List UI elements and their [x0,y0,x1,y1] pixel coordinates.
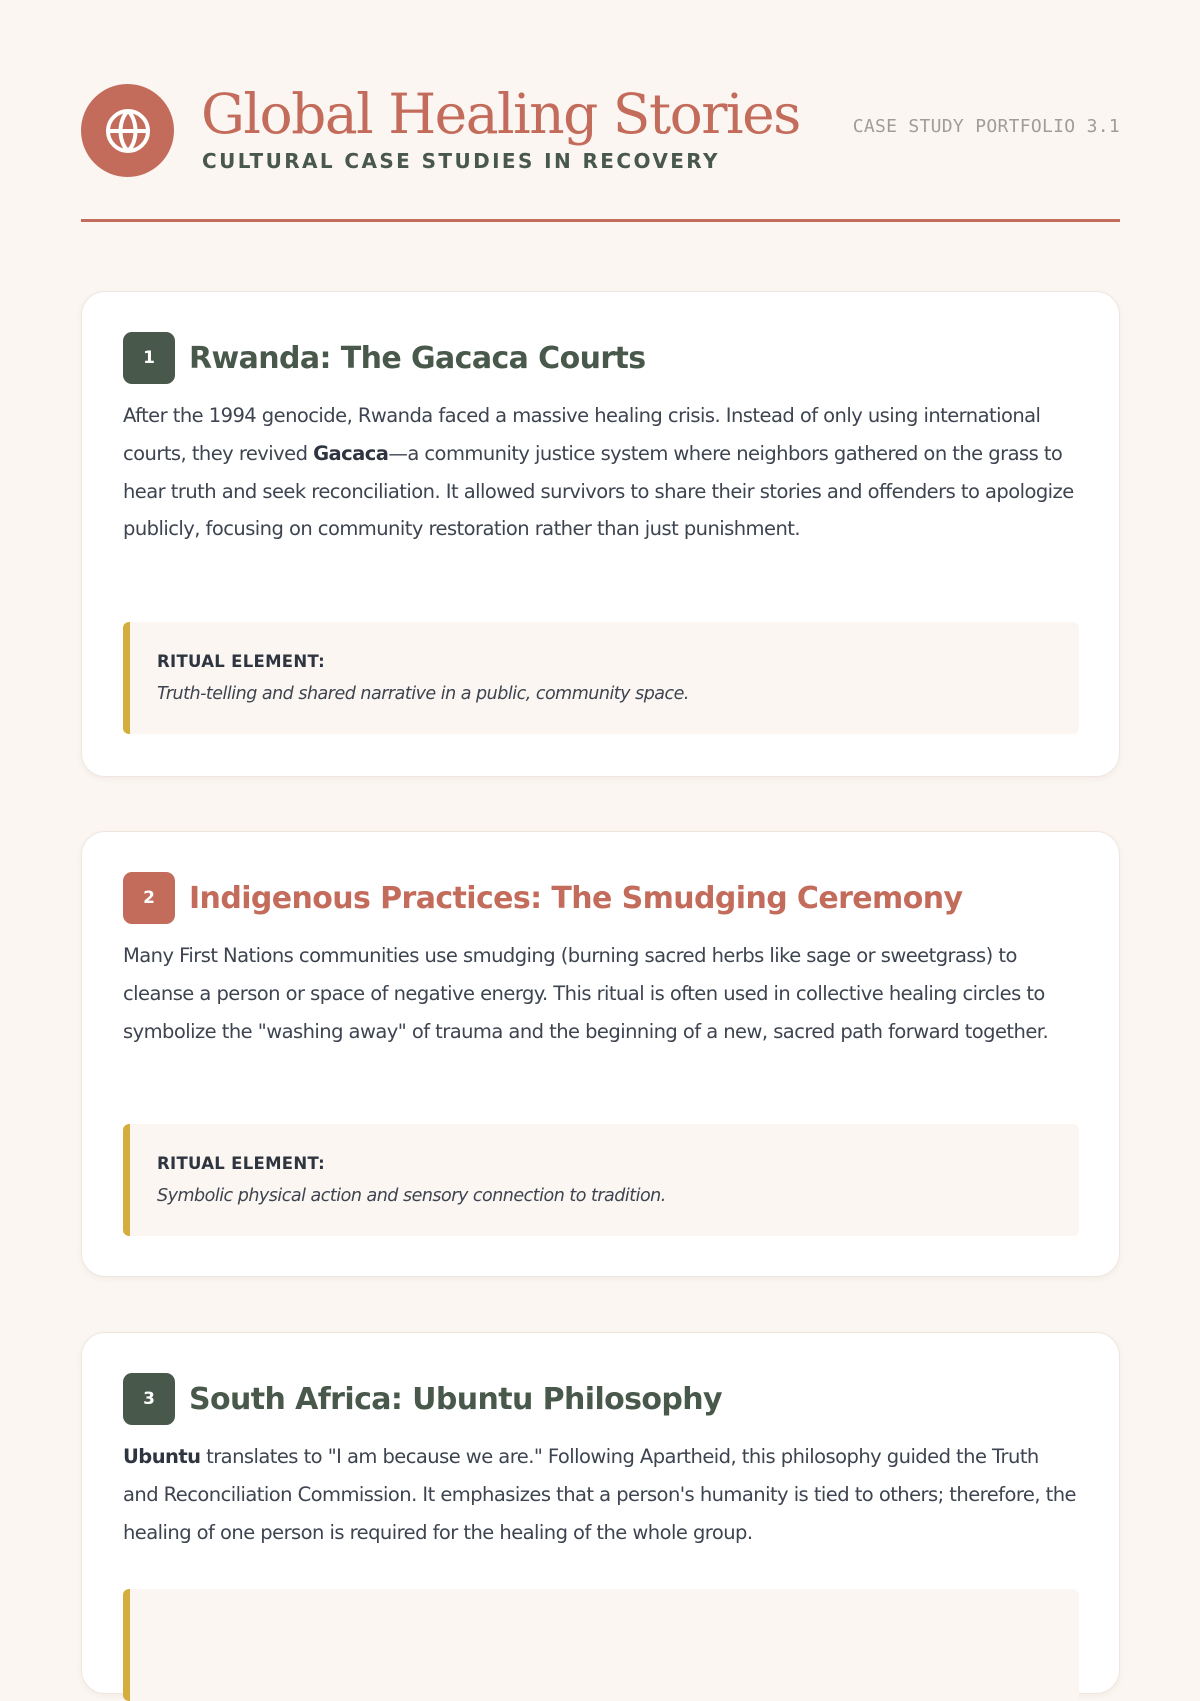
header [81,84,1120,222]
case-body-text: After the 1994 genocide, Rwanda faced a massive healing crisis. Instead of only using international courts, they revived [123,404,1041,465]
case-title: Indigenous Practices: The Smudging Ceremony [189,880,963,916]
case-title: South Africa: Ubuntu Philosophy [189,1381,723,1417]
case-body-keyword: Ubuntu [123,1445,201,1468]
ritual-element-box [123,1589,1079,1701]
case-header [123,872,962,924]
ritual-label: RITUAL ELEMENT: [157,652,326,671]
case-body-text-continued: translates to "I am because we are." Following Apartheid, this philosophy guided the Truth and Reconciliation Commission. It emphasizes that a person's humanity is tied to others; therefore, the healing of one person is required for the healing of the whole group. [123,1445,1076,1544]
case-number-badge: 2 [123,872,175,924]
page-title: Global Healing Stories [201,82,800,146]
header-divider [81,219,1120,222]
case-card-rwanda [81,291,1120,777]
case-body [123,1438,1079,1551]
ritual-element-box [123,1124,1079,1236]
logo [81,84,174,177]
case-header [123,1373,722,1425]
case-header [123,332,646,384]
page [81,82,1120,1544]
case-body [123,397,1079,548]
ritual-text: Truth-telling and shared narrative in a public, community space. [157,684,689,704]
case-card-ubuntu [81,1332,1120,1694]
page-subtitle: CULTURAL CASE STUDIES IN RECOVERY [202,149,720,173]
case-body: Many First Nations communities use smudging (burning sacred herbs like sage or sweetgrass) to cleanse a person or space of negative energy. This ritual is often used in collective healing circles to symbolize the "washing away" of trauma and the beginning of a new, sacred path forward together. [123,944,1049,1043]
ritual-label: RITUAL ELEMENT: [157,1154,326,1173]
globe-icon [103,106,153,156]
case-title: Rwanda: The Gacaca Courts [189,340,646,376]
case-card-smudging [81,831,1120,1277]
case-body-text-continued: —a community justice system where neighbors gathered on the grass to hear truth and seek reconciliation. It allowed survivors to share their stories and offenders to apologize publicly, focusing on community restoration rather than just punishment. [123,441,1074,541]
case-number-badge: 3 [123,1373,175,1425]
ritual-text: Symbolic physical action and sensory connection to tradition. [157,1186,666,1206]
case-number-badge: 1 [123,332,175,384]
case-body-keyword: Gacaca [313,441,389,465]
portfolio-tag: CASE STUDY PORTFOLIO 3.1 [852,116,1120,137]
ritual-element-box [123,622,1079,734]
